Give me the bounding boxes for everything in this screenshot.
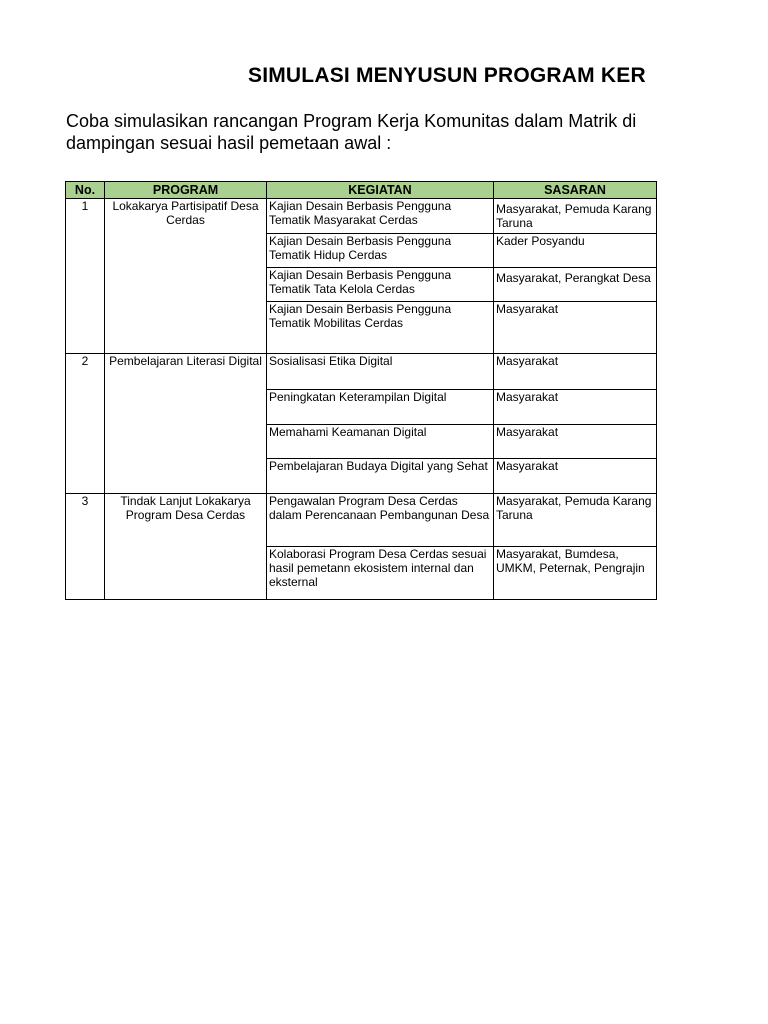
kegiatan-cell: Memahami Keamanan Digital [267,425,494,459]
row-number: 1 [66,199,105,354]
header-program: PROGRAM [105,182,267,199]
kegiatan-cell: Kajian Desain Berbasis Pengguna Tematik Masyarakat Cerdas [267,199,494,234]
row-number: 3 [66,494,105,600]
header-no: No. [66,182,105,199]
program-name: Tindak Lanjut Lokakarya Program Desa Cerdas [105,494,267,600]
sasaran-cell: Masyarakat [494,302,657,354]
sasaran-cell: Masyarakat, Bumdesa, UMKM, Peternak, Pengrajin [494,547,657,600]
sasaran-cell: Masyarakat [494,354,657,390]
sasaran-cell: Kader Posyandu [494,234,657,268]
sasaran-cell: Masyarakat, Perangkat Desa [494,268,657,302]
table-row [66,199,657,234]
kegiatan-cell: Kolaborasi Program Desa Cerdas sesuai hasil pemetann ekosistem internal dan eksternal [267,547,494,600]
kegiatan-cell: Pembelajaran Budaya Digital yang Sehat [267,459,494,494]
table-row [66,354,657,390]
sasaran-cell: Masyarakat, Pemuda Karang Taruna [494,494,657,547]
program-name: Pembelajaran Literasi Digital [105,354,267,494]
header-sasaran: SASARAN [494,182,657,199]
kegiatan-cell: Kajian Desain Berbasis Pengguna Tematik Mobilitas Cerdas [267,302,494,354]
kegiatan-cell: Kajian Desain Berbasis Pengguna Tematik Hidup Cerdas [267,234,494,268]
sasaran-cell: Masyarakat [494,425,657,459]
sasaran-cell: Masyarakat, Pemuda Karang Taruna [494,199,657,234]
kegiatan-cell: Sosialisasi Etika Digital [267,354,494,390]
kegiatan-cell: Kajian Desain Berbasis Pengguna Tematik Tata Kelola Cerdas [267,268,494,302]
kegiatan-cell: Peningkatan Keterampilan Digital [267,390,494,425]
table-row [66,494,657,547]
program-matrix-table [65,181,657,600]
program-name: Lokakarya Partisipatif Desa Cerdas [105,199,267,354]
page-title: SIMULASI MENYUSUN PROGRAM KER [248,64,646,87]
table-header-row [66,182,657,199]
kegiatan-cell: Pengawalan Program Desa Cerdas dalam Perencanaan Pembangunan Desa [267,494,494,547]
header-kegiatan: KEGIATAN [267,182,494,199]
sasaran-cell: Masyarakat [494,390,657,425]
intro-paragraph: Coba simulasikan rancangan Program Kerja Komunitas dalam Matrik di dampingan sesuai hasil pemetaan awal : [66,111,637,153]
row-number: 2 [66,354,105,494]
sasaran-cell: Masyarakat [494,459,657,494]
